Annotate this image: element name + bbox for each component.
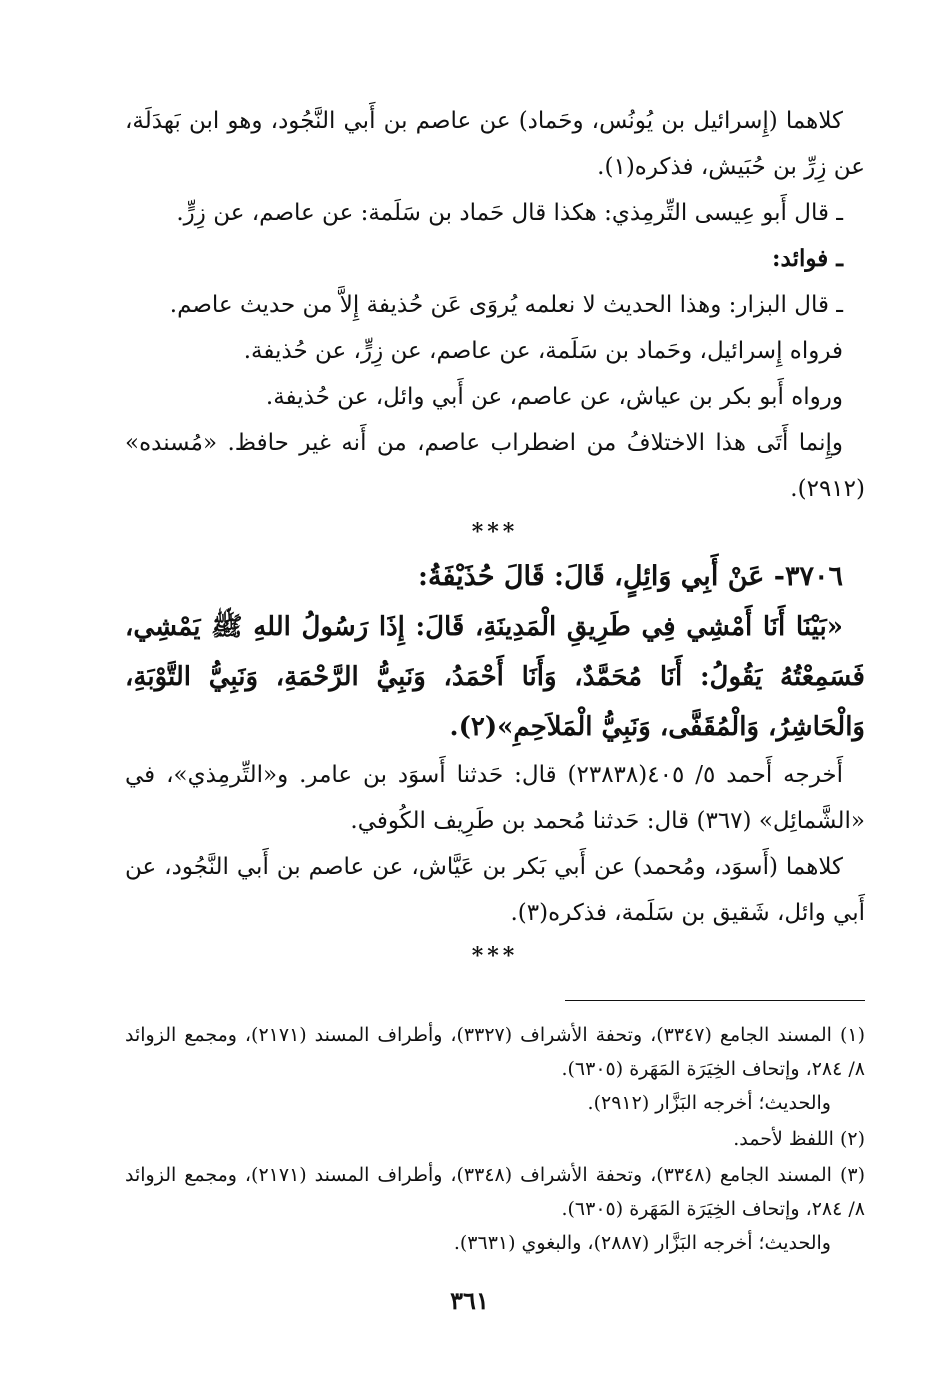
main-text [125,98,865,976]
footnote-1 [125,1018,865,1120]
footnote-continuation: والحديث؛ أخرجه البَزَّار (٢٨٨٧)، والبغوي (٣٦٣١). [453,1232,831,1254]
paragraph-tirmidhi-note: ـ قال أَبو عِيسى التِّرمِذي: هكذا قال حَماد بن سَلَمة: عن عاصم، عن زِرٍّ. [176,200,843,226]
paragraph-takhrij: أَخرجه أَحمد ٥/ ٤٠٥(٢٣٨٣٨) قال: حَدثنا أَسوَد بن عامر. و«التِّرمِذي»، في «الشَّمائِل» (٣٦٧) قال: حَدثنا مُحمد بن طَرِيف الكُوفي. [125,762,865,834]
hadith-number-heading: ٣٧٠٦- عَنْ أَبِي وَائِلٍ، قَالَ: قَالَ حُذَيْفَةُ: [418,561,843,592]
paragraph-israil-chain: فرواه إِسرائيل، وحَماد بن سَلَمة، عن عاصم، عن زِرٍّ، عن حُذيفة. [243,338,843,364]
page-number: ٣٦١ [450,1286,489,1315]
footnote-text: المسند الجامع (٣٣٤٨)، وتحفة الأشراف (٣٣٤٨)، وأطراف المسند (٢١٧١)، ومجمع الزوائد ٨/ ٢٨٤، وإتحاف الخِيَرَة المَهَرة (٦٣٠٥). [125,1164,865,1220]
paragraph-fawaid-heading: ـ فوائد: [772,245,843,272]
paragraph-ikhtilaf-note: وإِنما أَتَى هذا الاختلافُ من اضطراب عاصم، من أَنه غير حافظ. «مُسنده» (٢٩١٢). [125,430,865,502]
footnote-number: (١) [839,1024,865,1046]
section-divider-stars: *** [471,519,519,545]
footnote-number: (٢) [839,1128,865,1150]
paragraph-isnad-2: كلاهما (أَسوَد، ومُحمد) عن أَبي بَكر بن عَيَّاش، عن عاصم بن أَبي النَّجُود، عن أَبي وائل، شَقيق بن سَلَمة، فذكره(٣). [125,854,865,926]
section-divider-stars-2: *** [471,943,519,969]
footnote-3 [125,1158,865,1260]
paragraph-abubakr-chain: ورواه أَبو بكر بن عياش، عن عاصم، عن أَبي وائل، عن حُذيفة. [265,384,843,410]
footnote-text: المسند الجامع (٣٣٤٧)، وتحفة الأشراف (٣٣٢٧)، وأطراف المسند (٢١٧١)، ومجمع الزوائد ٨/ ٢٨٤، وإتحاف الخِيَرَة المَهَرة (٦٣٠٥). [125,1024,865,1080]
footnote-2 [125,1122,865,1156]
hadith-text: «بَيْنَا أَنَا أَمْشِي فِي طَرِيقِ الْمَدِينَةِ، قَالَ: إِذَا رَسُولُ اللهِ ﷺ يَمْشِي، فَسَمِعْتُهُ يَقُولُ: أَنَا مُحَمَّدٌ، وَأَنَا أَحْمَدُ، وَنَبِيُّ الرَّحْمَةِ، وَنَبِيُّ التَّوْبَةِ، وَالْحَاشِرُ، وَالْمُقَفَّى، وَنَبِيُّ الْمَلاَحِمِ»(٢). [125,612,865,742]
footnote-continuation: والحديث؛ أخرجه البَزَّار (٢٩١٢). [587,1092,831,1114]
footnote-number: (٣) [839,1164,865,1186]
footnotes [125,1018,865,1262]
paragraph-bazzar-note: ـ قال البزار: وهذا الحديث لا نعلمه يُروَى عَن حُذيفة إِلاَّ من حديث عاصم. [169,292,843,318]
footnote-text: اللفظ لأحمد. [733,1128,834,1150]
paragraph-isnad-1: كلاهما (إِسرائيل بن يُونُس، وحَماد) عن عاصم بن أَبي النَّجُود، وهو ابن بَهدَلَة، عن زِرِّ بن حُبَيش، فذكره(١). [125,108,865,180]
footnote-separator [565,1000,865,1001]
